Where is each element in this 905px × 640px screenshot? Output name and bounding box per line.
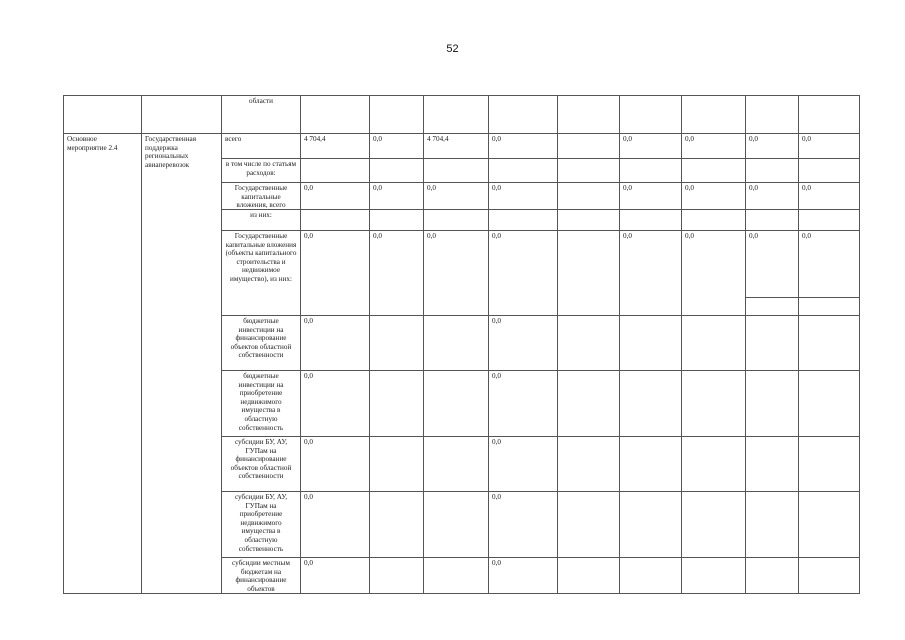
value-cell: [745, 436, 798, 491]
value-cell: 0,0: [300, 370, 369, 436]
value-cell: 0,0: [300, 491, 369, 557]
value-cell: [369, 209, 423, 230]
value-cell: [423, 158, 488, 182]
header-cell-value: [300, 95, 369, 133]
value-cell: 0,0: [488, 370, 557, 436]
value-cell: 0,0: [300, 315, 369, 370]
value-cell: [681, 557, 745, 594]
header-cell-value: [557, 95, 619, 133]
value-cell: 0,0: [423, 182, 488, 209]
value-cell: [300, 209, 369, 230]
header-cell-label: области: [221, 95, 300, 133]
value-cell: [681, 209, 745, 230]
row-label: субсидии местным бюджетам на финансирование объектов: [221, 557, 300, 594]
value-cell: [798, 370, 860, 436]
value-cell: [557, 491, 619, 557]
value-cell: 0,0: [488, 230, 557, 315]
value-cell: 0,0: [300, 557, 369, 594]
value-cell: [488, 209, 557, 230]
value-cell: [423, 557, 488, 594]
value-cell: [619, 315, 681, 370]
value-cell: 0,0: [745, 182, 798, 209]
value-cell: [557, 557, 619, 594]
value-cell: [369, 557, 423, 594]
value-cell: 0,0: [798, 133, 860, 158]
value-cell: [681, 315, 745, 370]
value-cell: [557, 182, 619, 209]
value-cell: [798, 491, 860, 557]
header-cell-value: [619, 95, 681, 133]
row-label: субсидии БУ, АУ, ГУПам на финансирование объектов областной собственности: [221, 436, 300, 491]
value-cell: 0,0: [369, 182, 423, 209]
value-cell: 0,0: [745, 230, 798, 315]
value-cell: [798, 209, 860, 230]
value-cell: [798, 315, 860, 370]
row-label: из них:: [221, 209, 300, 230]
value-cell: 4 704,4: [300, 133, 369, 158]
value-cell: [369, 315, 423, 370]
value-cell: [681, 158, 745, 182]
row-label: бюджетные инвестиции на финансирование объектов областной собственности: [221, 315, 300, 370]
header-cell-value: [488, 95, 557, 133]
value-cell: 0,0: [619, 133, 681, 158]
value-cell: [557, 230, 619, 315]
value-cell: 0,0: [300, 182, 369, 209]
value-cell: [423, 436, 488, 491]
row-label: в том числе по статьям расходов:: [221, 158, 300, 182]
value-cell: 4 704,4: [423, 133, 488, 158]
value-cell: 0,0: [488, 182, 557, 209]
budget-table: [63, 95, 860, 593]
row-label: бюджетные инвестиции на приобретение недвижимого имущества в областную собственность: [221, 370, 300, 436]
row-label: субсидии БУ, АУ, ГУПам на приобретение недвижимого имущества в областную собственность: [221, 491, 300, 557]
value-cell: [798, 557, 860, 594]
value-cell: [619, 557, 681, 594]
value-cell: [619, 436, 681, 491]
value-cell: 0,0: [488, 436, 557, 491]
value-cell: [557, 370, 619, 436]
row-label: Государственные капитальные вложения, всего: [221, 182, 300, 209]
header-cell-value: [798, 95, 860, 133]
measure-code: Основное мероприятие 2.4: [63, 133, 141, 594]
value-cell: 0,0: [619, 230, 681, 315]
value-cell: 0,0: [300, 230, 369, 315]
value-cell: [745, 315, 798, 370]
value-cell: [745, 158, 798, 182]
value-cell: 0,0: [488, 491, 557, 557]
value-cell: [369, 370, 423, 436]
value-cell: 0,0: [681, 182, 745, 209]
value-cell: [557, 158, 619, 182]
header-cell-value: [681, 95, 745, 133]
value-cell: 0,0: [488, 557, 557, 594]
value-cell: [557, 436, 619, 491]
value-cell: 0,0: [619, 182, 681, 209]
value-cell: [681, 370, 745, 436]
value-cell: [619, 491, 681, 557]
value-cell: [745, 209, 798, 230]
header-cell-1: [63, 95, 141, 133]
value-cell: [369, 158, 423, 182]
value-cell: [745, 491, 798, 557]
value-cell: 0,0: [423, 230, 488, 315]
value-cell: [488, 158, 557, 182]
value-cell: [423, 370, 488, 436]
value-cell: [557, 315, 619, 370]
value-cell: [745, 370, 798, 436]
page-number: 52: [446, 43, 459, 55]
row-label: всего: [221, 133, 300, 158]
value-cell: 0,0: [798, 230, 860, 315]
value-cell: [369, 436, 423, 491]
value-cell: 0,0: [488, 315, 557, 370]
value-cell: [798, 436, 860, 491]
value-cell: [798, 158, 860, 182]
value-cell: 0,0: [300, 436, 369, 491]
value-cell: 0,0: [798, 182, 860, 209]
measure-name: Государственная поддержка региональных авиаперевозок: [141, 133, 221, 594]
value-cell: [681, 436, 745, 491]
row-label: Государственные капитальные вложения (объекты капитального строительства и недвижимое имущество), из них:: [221, 230, 300, 315]
value-cell: [369, 491, 423, 557]
header-cell-2: [141, 95, 221, 133]
value-cell: [619, 370, 681, 436]
header-cell-value: [423, 95, 488, 133]
value-cell: 0,0: [369, 133, 423, 158]
value-cell: [423, 315, 488, 370]
value-cell: [619, 209, 681, 230]
header-cell-value: [745, 95, 798, 133]
value-cell: [745, 557, 798, 594]
value-cell: 0,0: [745, 133, 798, 158]
value-cell: [423, 209, 488, 230]
value-cell: 0,0: [488, 133, 557, 158]
table-bottom-border: [63, 593, 860, 594]
value-cell: 0,0: [681, 230, 745, 315]
value-cell: [619, 158, 681, 182]
value-cell: [557, 133, 619, 158]
table-right-border: [859, 95, 860, 594]
value-cell: 0,0: [369, 230, 423, 315]
value-cell: [423, 491, 488, 557]
value-cell: [681, 491, 745, 557]
value-cell: 0,0: [681, 133, 745, 158]
header-cell-value: [369, 95, 423, 133]
value-cell: [300, 158, 369, 182]
value-cell: [557, 209, 619, 230]
cell-divider: [745, 297, 860, 298]
